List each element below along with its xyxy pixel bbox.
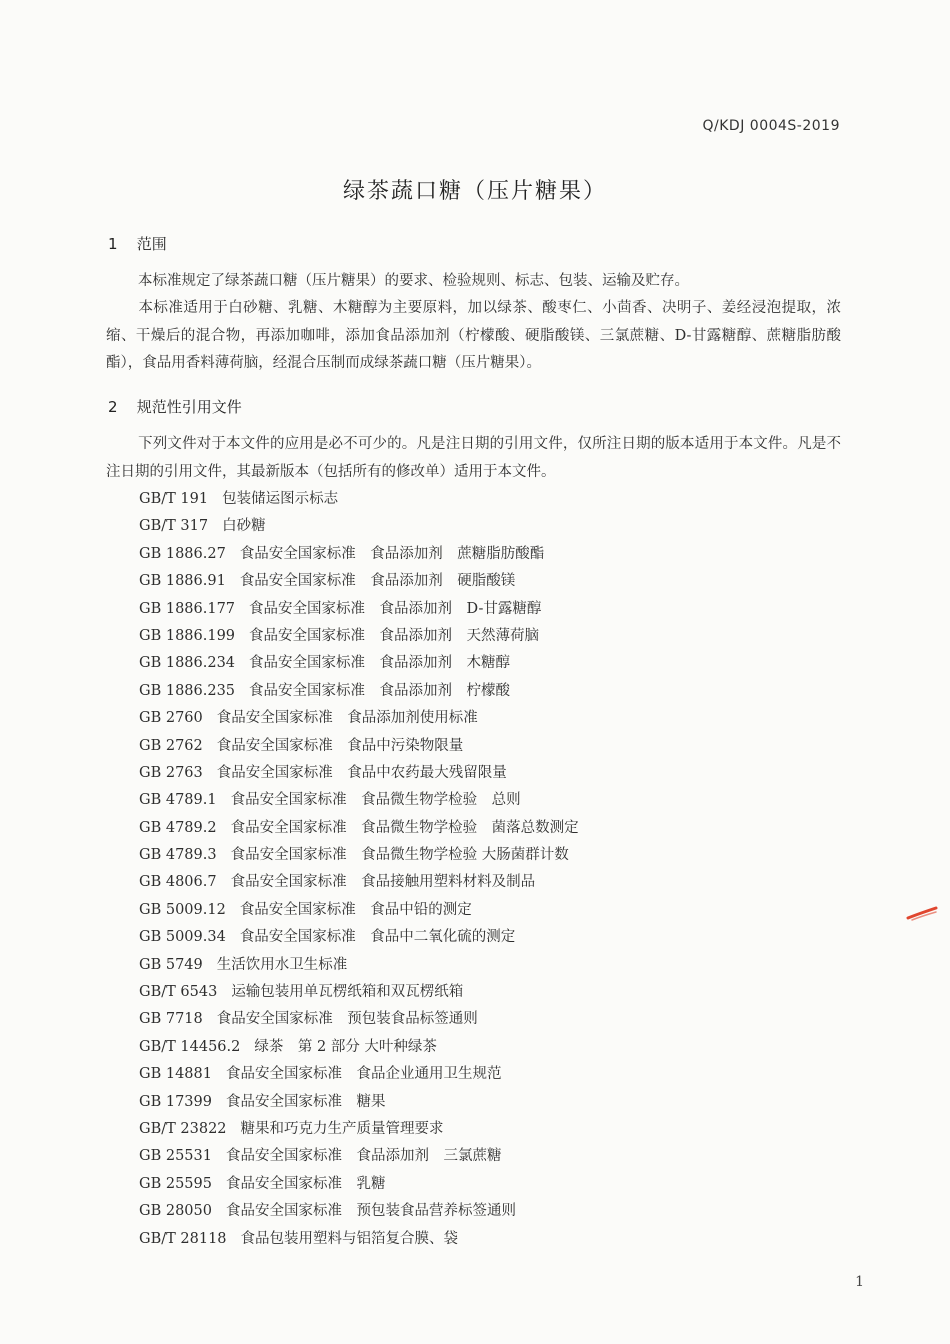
reference-title: 糖果和巧克力生产质量管理要求 [240, 1120, 444, 1137]
reference-code: GB/T 191 [139, 491, 209, 507]
paragraph-text: 本标准适用于白砂糖、乳糖、木糖醇为主要原料，加以绿茶、酸枣仁、小茴香、决明子、姜经浸泡提取，浓缩、干燥后的混合物，再添加咖啡，添加食品添加剂（柠檬酸、硬脂酸镁、三氯蔗糖、D-甘露糖醇、蔗糖脂肪酸酯），食品用香料薄荷脑，经混合压制而成绿茶蔬口糖（压片糖果）。 [106, 300, 841, 371]
reference-item [139, 513, 579, 540]
reference-item [139, 1143, 579, 1170]
reference-item [139, 623, 579, 650]
reference-item [139, 1226, 579, 1253]
reference-title: 食品安全国家标准 食品中污染物限量 [216, 737, 464, 754]
reference-code: GB/T 6543 [139, 984, 218, 1001]
reference-title: 食品安全国家标准 乳糖 [225, 1175, 386, 1192]
reference-title: 食品安全国家标准 食品添加剂 D-甘露糖醇 [249, 600, 542, 617]
reference-code: GB 1886.199 [139, 627, 236, 644]
reference-title: 白砂糖 [222, 518, 266, 535]
reference-code: GB 2762 [139, 737, 203, 754]
reference-item [139, 1171, 579, 1198]
reference-item [139, 842, 579, 869]
reference-title: 食品安全国家标准 食品中农药最大残留限量 [216, 764, 507, 781]
document-title: 绿茶蔬口糖（压片糖果） [342, 179, 607, 204]
section-title: 范围 [136, 235, 167, 253]
reference-code: GB 17399 [139, 1093, 212, 1110]
reference-code: GB 1886.91 [139, 573, 226, 590]
reference-title: 生活饮用水卫生标准 [216, 956, 348, 973]
reference-code: GB 1886.235 [139, 682, 236, 699]
reference-item [139, 596, 579, 623]
reference-item [139, 1006, 579, 1033]
reference-item [139, 815, 579, 842]
reference-code: GB/T 317 [139, 518, 209, 535]
reference-item [139, 787, 579, 814]
reference-code: GB 4806.7 [139, 874, 217, 891]
paragraph-text: 本标准规定了绿茶蔬口糖（压片糖果）的要求、检验规则、标志、包装、运输及贮存。 [138, 273, 689, 289]
reference-item [139, 1116, 579, 1143]
section-heading-normative-references [108, 396, 242, 417]
reference-item [139, 1034, 579, 1061]
reference-code: GB 1886.234 [139, 655, 236, 672]
page-number: 1 [855, 1274, 864, 1290]
reference-title: 食品安全国家标准 食品中二氧化硫的测定 [239, 929, 516, 946]
reference-code: GB 4789.2 [139, 819, 217, 836]
reference-code: GB 5749 [139, 956, 203, 973]
reference-item [139, 705, 579, 732]
reference-list [139, 486, 579, 1253]
reference-code: GB 2760 [139, 710, 203, 727]
section-number: 2 [108, 398, 118, 416]
reference-item [139, 650, 579, 677]
reference-code: GB/T 28118 [139, 1230, 227, 1247]
reference-item [139, 924, 579, 951]
reference-code: GB 2763 [139, 764, 203, 781]
reference-item [139, 979, 579, 1006]
reference-title: 食品安全国家标准 食品添加剂 三氯蔗糖 [225, 1148, 502, 1165]
reference-title: 食品安全国家标准 食品添加剂 蔗糖脂肪酸酯 [239, 545, 545, 562]
reference-title: 食品安全国家标准 食品中铅的测定 [239, 901, 472, 918]
reference-title: 食品安全国家标准 食品微生物学检验 总则 [230, 792, 521, 809]
reference-title: 食品安全国家标准 预包装食品标签通则 [216, 1011, 478, 1028]
reference-item [139, 733, 579, 760]
reference-code: GB 4789.3 [139, 847, 217, 864]
reference-title: 食品安全国家标准 糖果 [225, 1093, 386, 1110]
reference-item [139, 869, 579, 896]
reference-item [139, 1089, 579, 1116]
reference-item [139, 486, 579, 513]
references-intro-paragraph [106, 431, 841, 486]
reference-title: 食品安全国家标准 食品添加剂 柠檬酸 [249, 682, 511, 699]
reference-title: 食品包装用塑料与铝箔复合膜、袋 [240, 1230, 459, 1247]
reference-title: 食品安全国家标准 食品企业通用卫生规范 [225, 1066, 502, 1083]
reference-title: 运输包装用单瓦楞纸箱和双瓦楞纸箱 [231, 984, 464, 1001]
reference-code: GB 4789.1 [139, 792, 217, 809]
reference-title: 食品安全国家标准 食品添加剂 天然薄荷脑 [249, 627, 540, 644]
reference-item [139, 1198, 579, 1225]
section-title: 规范性引用文件 [136, 398, 242, 416]
reference-code: GB 5009.12 [139, 901, 226, 918]
reference-title: 食品安全国家标准 预包装食品营养标签通则 [225, 1203, 516, 1220]
reference-title: 绿茶 第 2 部分 大叶种绿茶 [254, 1038, 437, 1055]
section-heading-scope [108, 233, 167, 254]
section-number: 1 [108, 235, 118, 253]
red-pen-mark [900, 900, 940, 930]
reference-title: 食品安全国家标准 食品接触用塑料材料及制品 [230, 874, 536, 891]
reference-item [139, 541, 579, 568]
reference-code: GB 1886.27 [139, 545, 226, 562]
scope-paragraph-1 [106, 268, 841, 296]
reference-code: GB 14881 [139, 1066, 212, 1083]
reference-code: GB/T 23822 [139, 1120, 227, 1137]
reference-title: 食品安全国家标准 食品添加剂 木糖醇 [249, 655, 511, 672]
reference-item [139, 952, 579, 979]
reference-item [139, 760, 579, 787]
reference-code: GB/T 14456.2 [139, 1038, 241, 1055]
reference-code: GB 7718 [139, 1011, 203, 1028]
reference-code: GB 25531 [139, 1148, 212, 1165]
reference-title: 包装储运图示标志 [222, 491, 339, 507]
reference-code: GB 1886.177 [139, 600, 236, 617]
reference-code: GB 25595 [139, 1175, 212, 1192]
scope-paragraph-2 [106, 295, 841, 378]
reference-item [139, 897, 579, 924]
reference-title: 食品安全国家标准 食品微生物学检验 大肠菌群计数 [230, 847, 569, 864]
reference-title: 食品安全国家标准 食品添加剂使用标准 [216, 710, 478, 727]
reference-item [139, 678, 579, 705]
reference-code: GB 28050 [139, 1203, 212, 1220]
reference-item [139, 568, 579, 595]
reference-title: 食品安全国家标准 食品添加剂 硬脂酸镁 [239, 573, 516, 590]
paragraph-text: 下列文件对于本文件的应用是必不可少的。凡是注日期的引用文件，仅所注日期的版本适用于本文件。凡是不注日期的引用文件，其最新版本（包括所有的修改单）适用于本文件。 [106, 436, 841, 480]
document-code: Q/KDJ 0004S-2019 [702, 118, 840, 134]
reference-code: GB 5009.34 [139, 929, 226, 946]
reference-item [139, 1061, 579, 1088]
reference-title: 食品安全国家标准 食品微生物学检验 菌落总数测定 [230, 819, 579, 836]
